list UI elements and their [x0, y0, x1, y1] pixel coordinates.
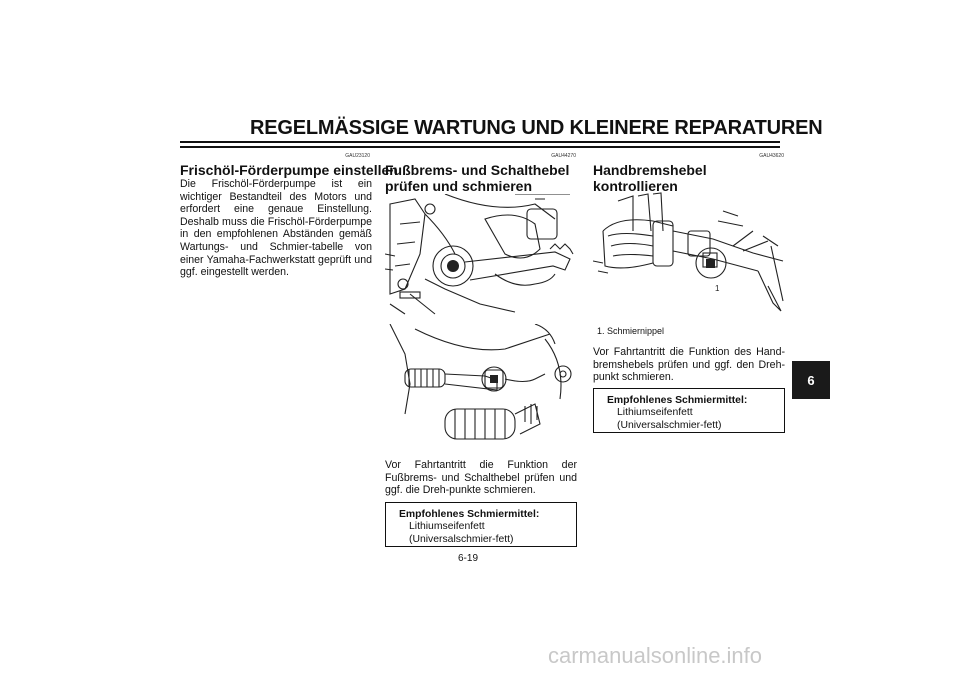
body-oil-pump: Die Frischöl-Förderpumpe ist ein wichtiger Bestandteil des Motors und erfordert eine genaue Einstellung. Deshalb muss die Frischöl-Förderpumpe in den empfohlenen Abständen gemäß Wartungs- und Schmier-tabelle von einer Yamaha-Fachwerkstatt geprüft und ggf. eingestellt werden.: [180, 178, 372, 279]
page-number: 6-19: [458, 553, 479, 564]
page-header-title: REGELMÄSSIGE WARTUNG UND KLEINERE REPARATUREN: [250, 117, 823, 139]
watermark: carmanualsonline.info: [548, 643, 763, 668]
heading-foot-brake-line1: Fußbrems- und Schalthebel: [385, 162, 570, 178]
body-hand-brake: Vor Fahrtantritt die Funktion des Hand-bremshebels prüfen und ggf. den Dreh-punkt schmieren.: [593, 346, 785, 384]
section-code-foot-brake: GAU44270: [551, 153, 576, 159]
caption-grease-nipple: 1. Schmiernippel: [597, 326, 665, 336]
lubricant-text: Lithiumseifenfett (Universalschmier-fett): [409, 521, 514, 545]
lubricant-box-foot-brake: [385, 502, 577, 547]
heading-hand-brake-line2: und schmieren: [593, 194, 693, 210]
lubricant-title: Empfohlenes Schmiermittel:: [399, 509, 540, 520]
header-rule-top: [180, 141, 780, 143]
section-code-hand-brake: GAU43620: [759, 153, 784, 159]
header-rule-bottom: [180, 146, 780, 148]
shift-lever-illustration: [385, 324, 577, 452]
heading-foot-brake: [385, 162, 580, 194]
heading-foot-brake-line2: prüfen und schmieren: [385, 178, 533, 194]
heading-hand-brake-line1: Handbremshebel kontrollieren: [593, 162, 707, 194]
lubricant-title: Empfohlenes Schmiermittel:: [607, 395, 748, 406]
figure-label-1: 1: [715, 284, 720, 293]
chapter-tab: 6: [792, 361, 830, 399]
body-foot-brake: Vor Fahrtantritt die Funktion der Fußbrems- und Schalthebel prüfen und ggf. die Dreh-punkte schmieren.: [385, 459, 577, 497]
lubricant-box-hand-brake: [593, 388, 785, 433]
lubricant-text: Lithiumseifenfett (Universalschmier-fett): [617, 407, 722, 431]
hand-brake-lever-illustration: [593, 191, 785, 319]
foot-brake-lever-illustration: [385, 194, 577, 318]
section-code-oil-pump: GAU23120: [345, 153, 370, 159]
heading-oil-pump: Frischöl-Förderpumpe einstellen: [180, 162, 398, 178]
